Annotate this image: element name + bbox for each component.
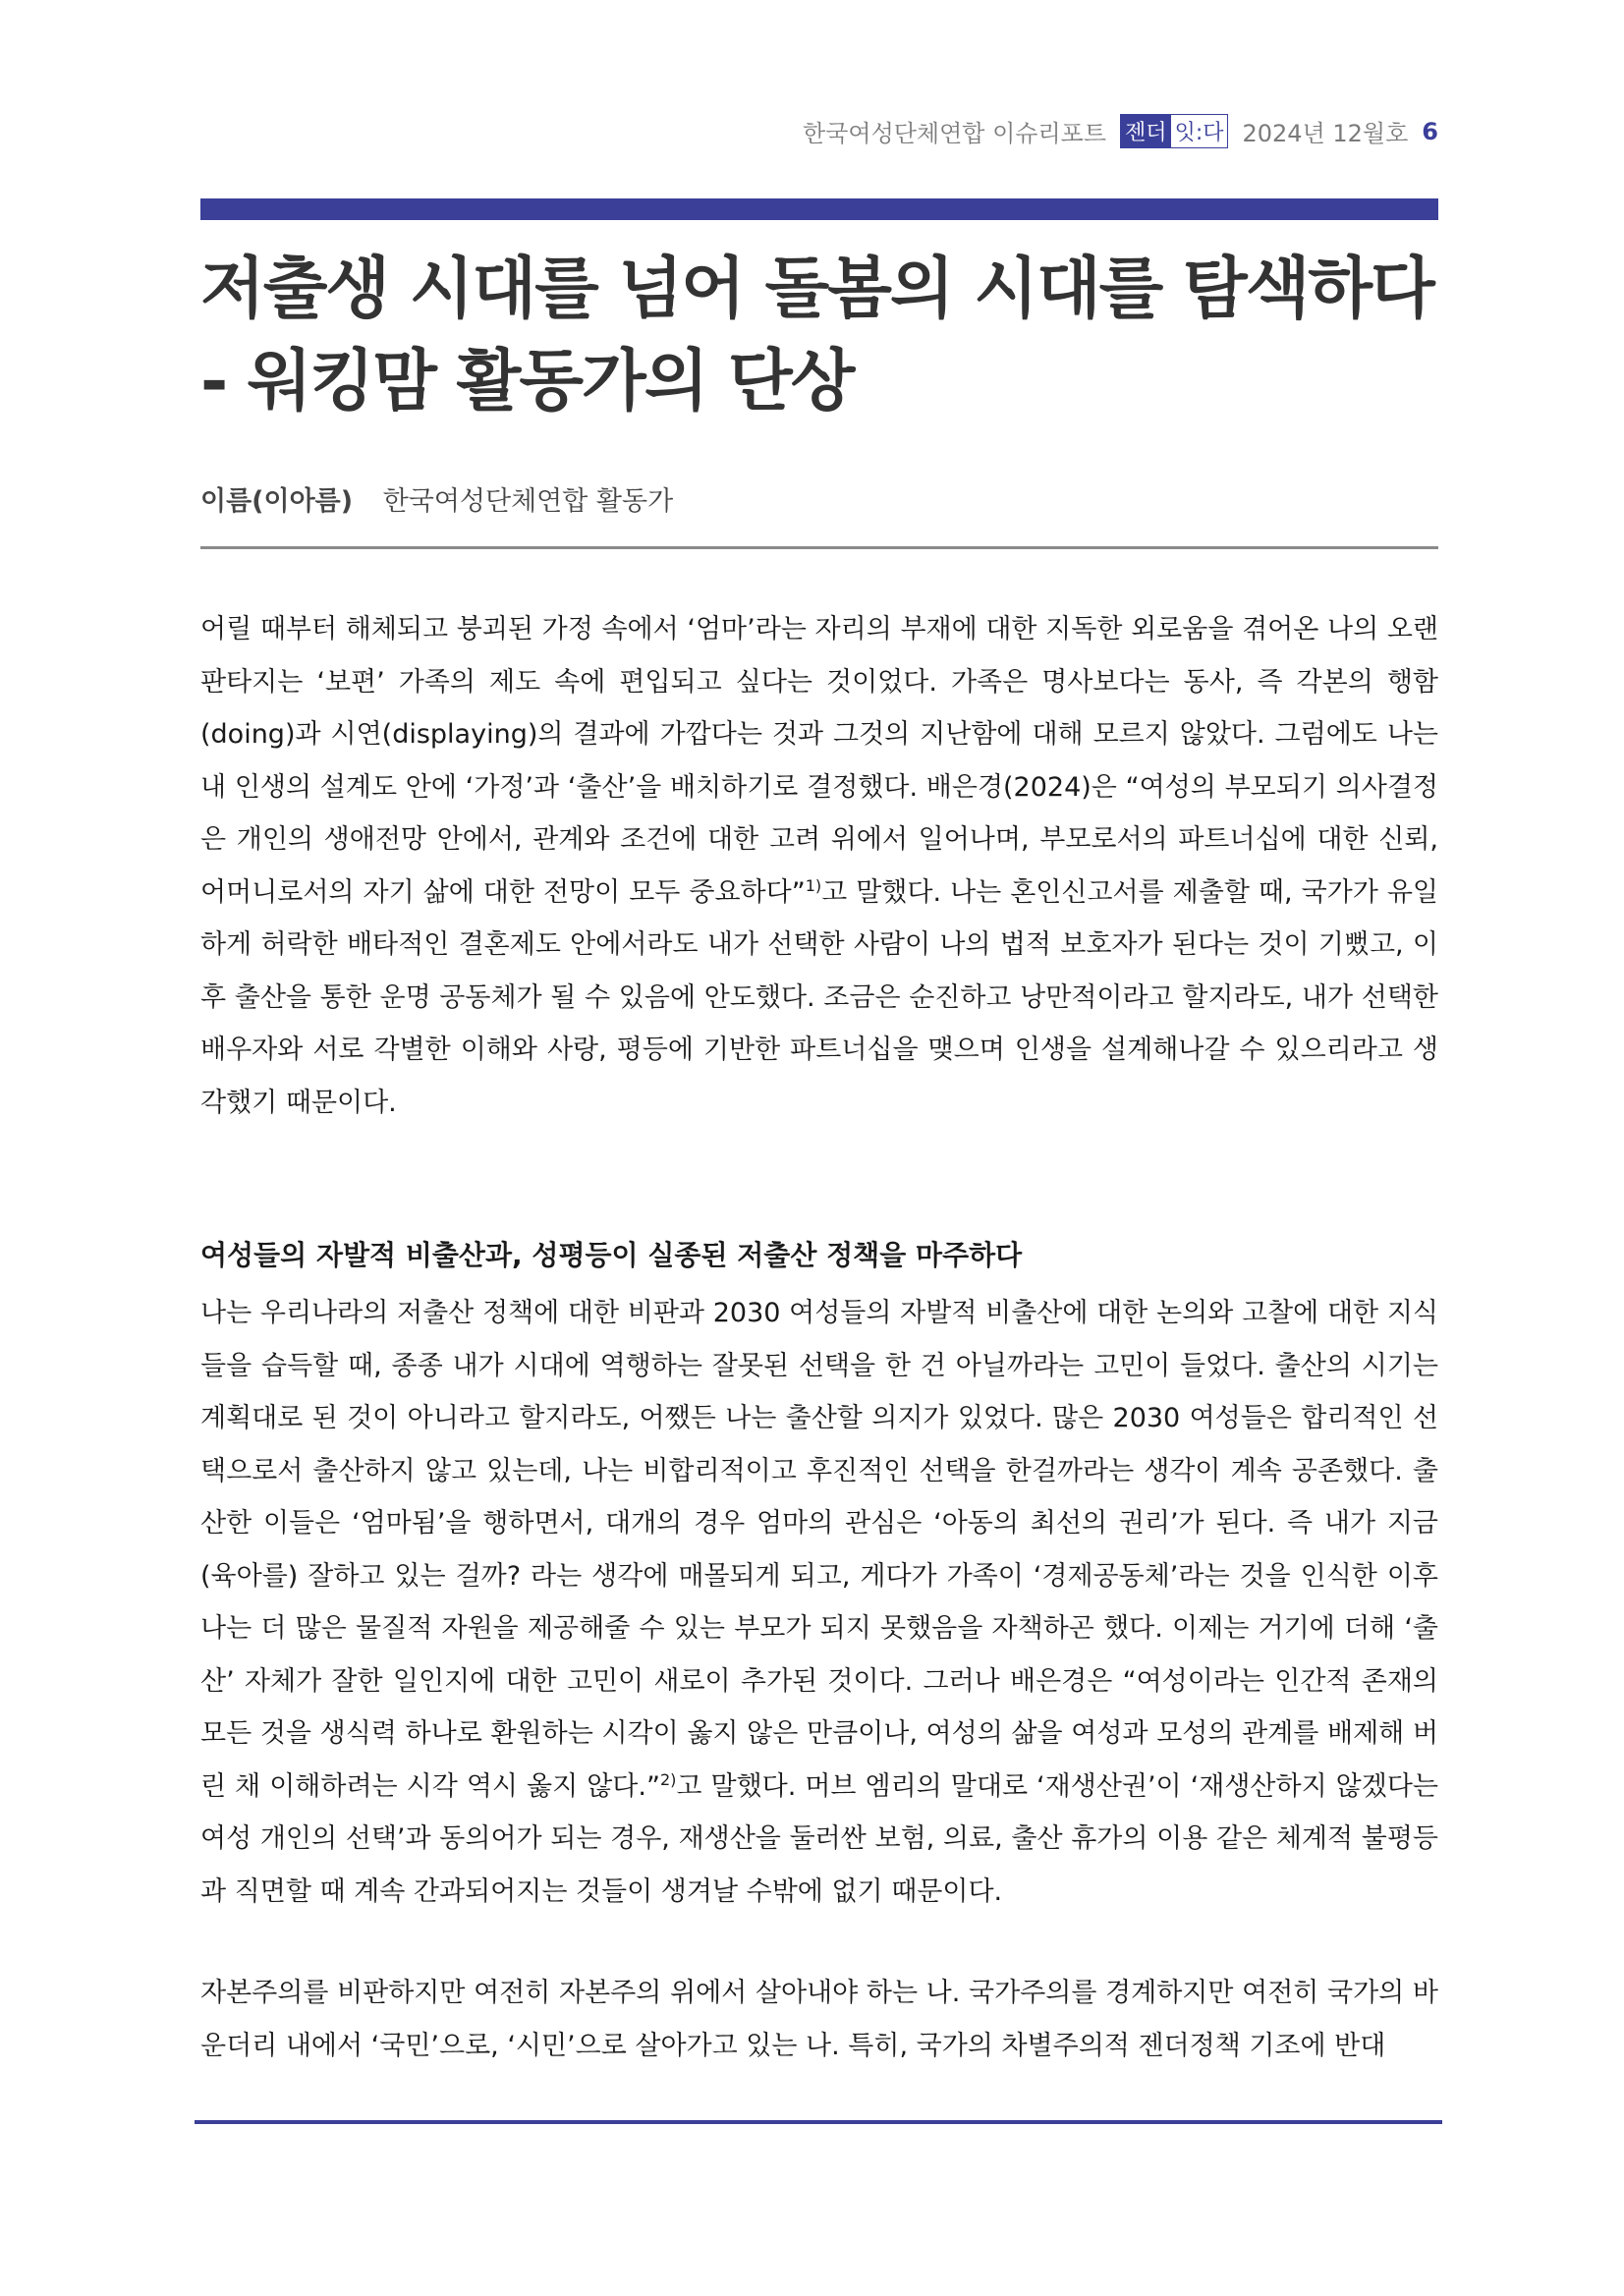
brand-part2: 잇:다 xyxy=(1174,121,1224,145)
byline-divider xyxy=(200,546,1438,549)
paragraph-2-part-b: 고 말했다. 머브 엠리의 말대로 ‘재생산권’이 ‘재생산하지 않겠다는 여성 개인의 선택’과 동의어가 되는 경우, 재생산을 둘러싼 보험, 의료, 출산 휴가의 이용 같은 체계적 불평등과 직면할 때 계속 간과되어지는 것들이 생겨날 수밖에 없기 때문이다. xyxy=(200,1770,1439,1907)
running-header xyxy=(803,114,1438,148)
paragraph-1-part-a: 어릴 때부터 해체되고 붕괴된 가정 속에서 ‘엄마’라는 자리의 부재에 대한 지독한 외로움을 겪어온 나의 오랜 판타지는 ‘보편’ 가족의 제도 속에 편입되고 싶다는 것이었다. 가족은 명사보다는 동사, 즉 각본의 행함(doing)과 시연(displaying)의 결과에 가깝다는 것과 그것의 지난함에 대해 모르지 않았다. 그럼에도 나는 내 인생의 설계도 안에 ‘가정’과 ‘출산’을 배치하기로 결정했다. 배은경(2024)은 “여성의 부모되기 의사결정은 개인의 생애전망 안에서, 관계와 조건에 대한 고려 위에서 일어나며, 부모로서의 파트너십에 대한 신뢰, 어머니로서의 자기 삶에 대한 전망이 모두 중요하다” xyxy=(200,614,1438,908)
footnote-ref-1[interactable]: 1) xyxy=(805,875,822,895)
author-name: 이름(이아름) xyxy=(200,486,354,517)
byline xyxy=(200,479,673,518)
title-line-1: 저출생 시대를 넘어 돌봄의 시대를 탐색하다 xyxy=(200,251,1433,328)
footer-accent-rule xyxy=(195,2120,1442,2124)
brand-part1: 젠더 xyxy=(1121,115,1171,147)
paragraph-1-part-b: 고 말했다. 나는 혼인신고서를 제출할 때, 국가가 유일하게 허락한 배타적인 결혼제도 안에서라도 내가 선택한 사람이 나의 법적 보호자가 된다는 것이 기뻤고, 이후 출산을 통한 운명 공동체가 될 수 있음에 안도했다. 조금은 순진하고 낭만적이라고 할지라도, 내가 선택한 배우자와 서로 각별한 이해와 사랑, 평등에 기반한 파트너십을 맺으며 인생을 설계해나갈 수 있으리라고 생각했기 때문이다. xyxy=(200,876,1438,1118)
author-affiliation: 한국여성단체연합 활동가 xyxy=(382,486,674,517)
title-line-2: - 워킹맘 활동가의 단상 xyxy=(200,343,854,420)
footnote-ref-2[interactable]: 2) xyxy=(659,1769,677,1789)
header-accent-bar xyxy=(200,198,1438,220)
article-title xyxy=(200,244,1433,428)
body-paragraph-3: 자본주의를 비판하지만 여전히 자본주의 위에서 살아내야 하는 나. 국가주의를 경계하지만 여전히 국가의 바운더리 내에서 ‘국민’으로, ‘시민’으로 살아가고 있는 나. 특히, 국가의 차별주의적 젠더정책 기조에 반대 xyxy=(200,1978,1438,2061)
body-paragraph-2 xyxy=(200,1287,1438,1918)
page-number: 6 xyxy=(1422,117,1438,145)
section-heading: 여성들의 자발적 비출산과, 성평등이 실종된 저출산 정책을 마주하다 xyxy=(200,1239,1023,1271)
paragraph-2-part-a: 나는 우리나라의 저출산 정책에 대한 비판과 2030 여성들의 자발적 비출산에 대한 논의와 고찰에 대한 지식들을 습득할 때, 종종 내가 시대에 역행하는 잘못된 선택을 한 건 아닐까라는 고민이 들었다. 출산의 시기는 계획대로 된 것이 아니라고 할지라도, 어쨌든 나는 출산할 의지가 있었다. 많은 2030 여성들은 합리적인 선택으로서 출산하지 않고 있는데, 나는 비합리적이고 후진적인 선택을 한걸까라는 생각이 계속 공존했다. 출산한 이들은 ‘엄마됨’을 행하면서, 대개의 경우 엄마의 관심은 ‘아동의 최선의 권리’가 된다. 즉 내가 지금 (육아를) 잘하고 있는 걸까? 라는 생각에 매몰되게 되고, 게다가 가족이 ‘경제공동체’라는 것을 인식한 이후 나는 더 많은 물질적 자원을 제공해줄 수 있는 부모가 되지 못했음을 자책하곤 했다. 이제는 거기에 더해 ‘출산’ 자체가 잘한 일인지에 대한 고민이 새로이 추가된 것이다. 그러나 배은경은 “여성이라는 인간적 존재의 모든 것을 생식력 하나로 환원하는 시각이 옳지 않은 만큼이나, 여성의 삶을 여성과 모성의 관계를 배제해 버린 채 이해하려는 시각 역시 옳지 않다.” xyxy=(200,1298,1438,1802)
body-paragraph-1 xyxy=(200,603,1438,1129)
brand-logo xyxy=(1120,114,1228,148)
publication-name: 한국여성단체연합 이슈리포트 xyxy=(803,120,1107,147)
issue-date: 2024년 12월호 xyxy=(1242,120,1409,147)
